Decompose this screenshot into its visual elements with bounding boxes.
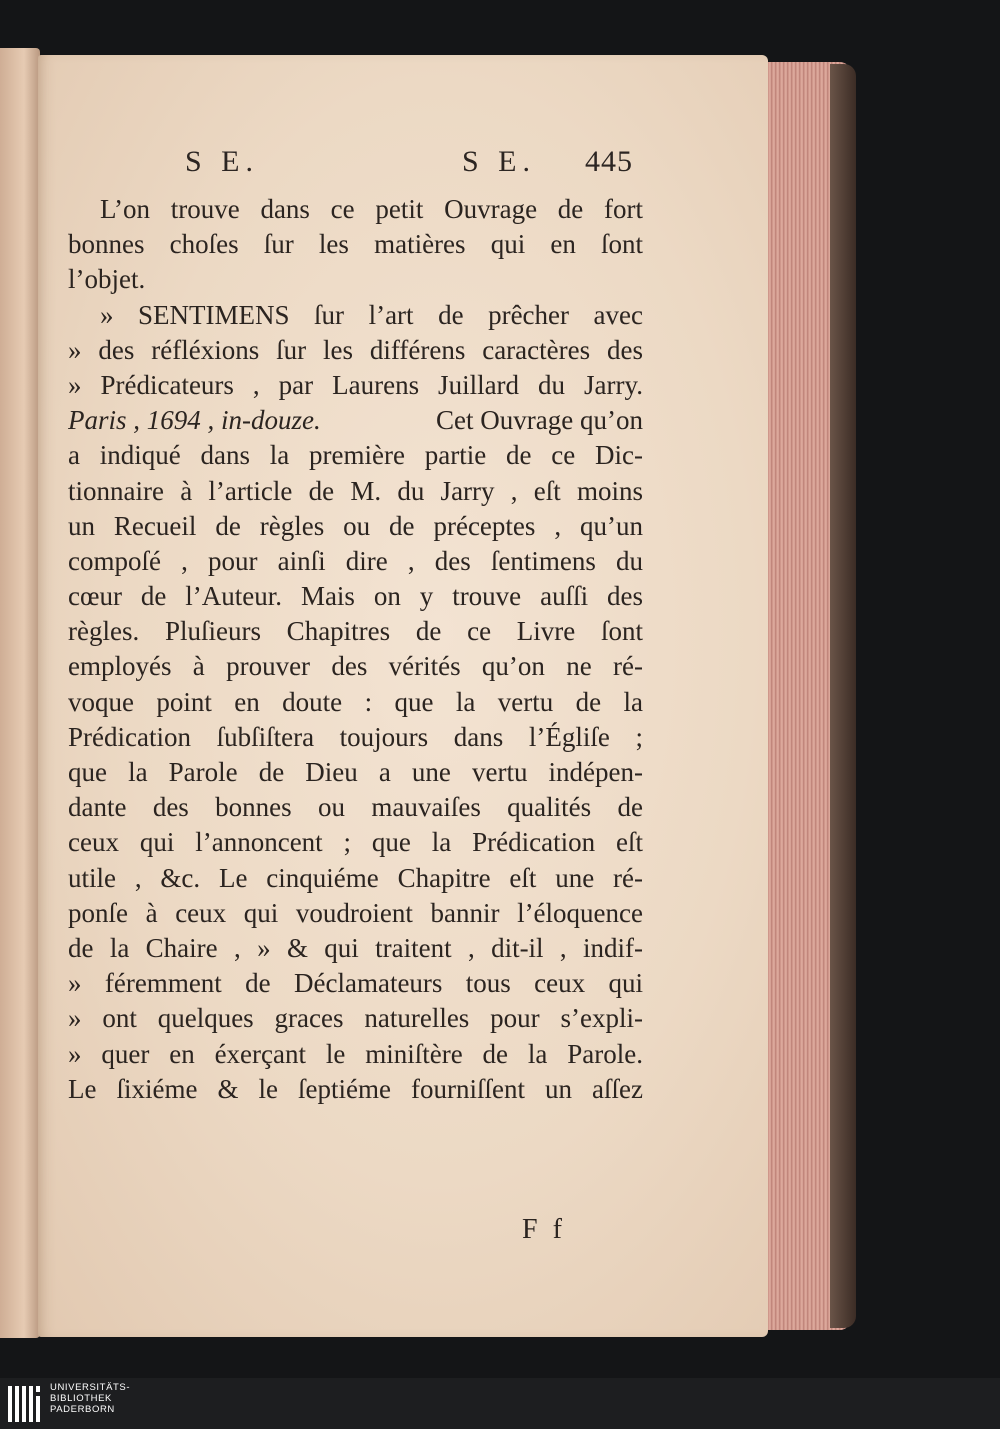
header-left: S E.	[185, 145, 260, 178]
text-line: utile , &c. Le cinquiéme Chapitre eſt une ré-	[68, 862, 643, 893]
text-line: L’on trouve dans ce petit Ouvrage de fort	[100, 194, 643, 224]
text-line: de la Chaire , » & qui traitent , dit-il , indif-	[68, 932, 643, 963]
text-line: » des réfléxions ſur les différens caractères des	[68, 334, 643, 365]
text-line-mixed	[68, 403, 643, 438]
text-line: l’objet.	[68, 264, 146, 295]
text-line: bonnes choſes ſur les matières qui en ſont	[68, 229, 643, 260]
text-line: que la Parole de Dieu a une vertu indépen-	[68, 757, 643, 787]
text-line: ponſe à ceux qui voudroient bannir l’éloquence	[68, 897, 643, 928]
body-text	[68, 192, 643, 1107]
library-logo-icon	[8, 1386, 44, 1422]
text-line: » Prédicateurs , par Laurens Juillard du Jarry.	[68, 369, 643, 400]
library-logo-text	[50, 1382, 130, 1415]
facing-page-edge	[0, 48, 40, 1338]
text-line: compoſé , pour ainſi dire , des ſentimens du	[68, 545, 643, 576]
logo-line: BIBLIOTHEK	[50, 1393, 112, 1404]
text-line: dante des bonnes ou mauvaiſes qualités de	[68, 792, 643, 823]
book-cover-edge	[830, 64, 856, 1328]
text-line: a indiqué dans la première partie de ce Dic-	[68, 440, 643, 471]
text-line: voque point en doute : que la vertu de la	[68, 686, 643, 717]
logo-line: PADERBORN	[50, 1404, 115, 1415]
page-number: 445	[585, 145, 633, 178]
text-line: règles. Pluſieurs Chapitres de ce Livre ſont	[68, 616, 643, 647]
logo-line: UNIVERSITÄTS-	[50, 1382, 131, 1393]
text-line: » féremment de Déclamateurs tous ceux qui	[68, 968, 643, 999]
text-line: » ont quelques graces naturelles pour s’expli-	[68, 1003, 643, 1034]
text-line: » SENTIMENS ſur l’art de prêcher avec	[100, 299, 643, 330]
text-line: employés à prouver des vérités qu’on ne ré-	[68, 651, 643, 682]
text-line: Le ſixiéme & le ſeptiéme fourniſſent un aſſez	[68, 1073, 643, 1104]
text-line: tionnaire à l’article de M. du Jarry , eſt moins	[68, 475, 643, 506]
header-center: S E.	[462, 145, 537, 178]
text-line-roman: Cet Ouvrage qu’on	[436, 405, 643, 436]
text-line: cœur de l’Auteur. Mais on y trouve auſſi des	[68, 581, 643, 612]
signature-mark: F f	[522, 1214, 566, 1245]
library-footer	[0, 1378, 1000, 1429]
text-line-italic: Paris , 1694 , in-douze.	[68, 405, 321, 436]
running-header	[0, 145, 1000, 195]
text-line: ceux qui l’annoncent ; que la Prédication eſt	[68, 827, 643, 858]
text-line: » quer en éxerçant le miniſtère de la Parole.	[68, 1038, 643, 1069]
text-line: un Recueil de règles ou de préceptes , qu’un	[68, 510, 643, 541]
text-line: Prédication ſubſiſtera toujours dans l’Égliſe ;	[68, 721, 643, 752]
